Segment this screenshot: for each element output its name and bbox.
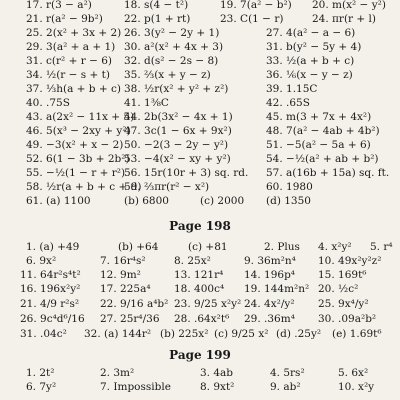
answer: (d) 1350 bbox=[266, 195, 311, 207]
answer: 24. πr(r + l) bbox=[312, 13, 376, 25]
answer: 9. 36m²n⁴ bbox=[244, 255, 296, 267]
answer: 2. 3m² bbox=[100, 367, 135, 379]
answer: 20. m(x² − y²) bbox=[312, 0, 386, 11]
answer: (c) +81 bbox=[188, 241, 228, 253]
answer: 16. 196x²y² bbox=[20, 283, 81, 295]
answer: 6. 7y² bbox=[26, 381, 57, 393]
answer: 2. Plus bbox=[264, 241, 300, 253]
answer: (c) 9/25 x² bbox=[214, 328, 269, 340]
answer: 7. 16r⁴s² bbox=[100, 255, 146, 267]
page-198-heading: Page 198 bbox=[169, 219, 231, 233]
answer: 21. 4/9 r²s² bbox=[20, 298, 80, 310]
answer: 61. (a) 1100 bbox=[26, 195, 91, 207]
answer: (b) +64 bbox=[118, 241, 159, 253]
answer: 25. 9x⁴/y² bbox=[318, 298, 369, 310]
answer: 38. ½r(x² + y² + z²) bbox=[124, 83, 229, 95]
answer: 59. ⅔πr(r² − x²) bbox=[124, 181, 210, 193]
answer: 56. 15r(10r + 3) sq. rd. bbox=[124, 167, 249, 179]
answer: 1. (a) +49 bbox=[26, 241, 80, 253]
answer: 27. 25r⁴/36 bbox=[100, 313, 160, 325]
answer: 46. 5(x³ − 2xy + y²) bbox=[26, 125, 131, 137]
answer: 33. ½(a + b + c) bbox=[266, 55, 355, 67]
answer: 26. 9c⁴d⁶/16 bbox=[20, 313, 85, 325]
answer: (e) 1.69t⁶ bbox=[332, 328, 382, 340]
answer: (b) 225x² bbox=[160, 328, 209, 340]
answer: 45. m(3 + 7x + 4x²) bbox=[266, 111, 372, 123]
answer: 6. 9x² bbox=[26, 255, 57, 267]
answer: 5. r⁴ bbox=[370, 241, 393, 253]
answer: 35. ⅔(x + y − z) bbox=[124, 69, 211, 81]
answer: 54. −½(a² + ab + b²) bbox=[266, 153, 379, 165]
answer: 22. p(1 + rt) bbox=[124, 13, 191, 25]
answer: 23. 9/25 x²y² bbox=[174, 298, 242, 310]
answer: 31. c(r² + r − 6) bbox=[26, 55, 112, 67]
answer: 34. ½(r − s + t) bbox=[26, 69, 110, 81]
answer: 21. r(a² − 9b²) bbox=[26, 13, 103, 25]
answer: 18. 400c⁴ bbox=[174, 283, 225, 295]
answer: 1. 2t² bbox=[26, 367, 55, 379]
answer: 30. .09a²b² bbox=[318, 313, 377, 325]
answer: 14. 196p⁴ bbox=[244, 269, 296, 281]
answer: (c) 2000 bbox=[200, 195, 245, 207]
answer: 47. 3c(1 − 6x + 9x²) bbox=[124, 125, 232, 137]
answer: 32. (a) 144r² bbox=[84, 328, 152, 340]
answer: 37. ⅓h(a + b + c) bbox=[26, 83, 121, 95]
answer: 23. C(1 − r) bbox=[220, 13, 284, 25]
answer: 55. −½(1 − r + r²) bbox=[26, 167, 126, 179]
answer: 31. .04c² bbox=[20, 328, 67, 340]
answer: 22. 9/16 a⁴b² bbox=[100, 298, 169, 310]
answer: 29. .36m⁴ bbox=[244, 313, 295, 325]
answer: 4. 5rs² bbox=[270, 367, 305, 379]
answer: 11. 64r²s⁴t² bbox=[20, 269, 81, 281]
answer: 31. b(y² − 5y + 4) bbox=[266, 41, 362, 53]
page-199-heading: Page 199 bbox=[169, 348, 231, 362]
answer: 26. 3(y² − 2y + 1) bbox=[124, 27, 220, 39]
answer: 25. 2(x² + 3x + 2) bbox=[26, 27, 122, 39]
answer: 18. s(4 − t²) bbox=[124, 0, 189, 11]
answer: 27. 4(a² − a − 6) bbox=[266, 27, 356, 39]
answer: 50. −2(3 − 2y − y²) bbox=[124, 139, 229, 151]
answer: 19. 7(a² − b²) bbox=[220, 0, 292, 11]
answer: 17. 225a⁴ bbox=[100, 283, 151, 295]
answer: 5. 6x² bbox=[338, 367, 369, 379]
answer: 51. −5(a² − 5a + 6) bbox=[266, 139, 371, 151]
answer: 48. 7(a² − 4ab + 4b²) bbox=[266, 125, 380, 137]
answer: 49. −3(x² + x − 2) bbox=[26, 139, 124, 151]
answer: 10. x²y bbox=[338, 381, 375, 393]
answer: 30. a²(x² + 4x + 3) bbox=[124, 41, 224, 53]
answer: 12. 9m² bbox=[100, 269, 141, 281]
answer: 42. .65S bbox=[266, 97, 310, 109]
answer: 13. 121r⁴ bbox=[174, 269, 224, 281]
answer: 15. 169t⁶ bbox=[318, 269, 367, 281]
answer: 20. ½c² bbox=[318, 283, 359, 295]
answer: (d) .25y² bbox=[276, 328, 322, 340]
answer: 28. .64x²t⁶ bbox=[174, 313, 230, 325]
answer: 9. ab² bbox=[270, 381, 301, 393]
answer: 57. a(16b + 15a) sq. ft. bbox=[266, 167, 390, 179]
answer: 40. .75S bbox=[26, 97, 70, 109]
answer: 60. 1980 bbox=[266, 181, 313, 193]
answer: 10. 49x²y²z² bbox=[318, 255, 382, 267]
answer: 39. 1.15C bbox=[266, 83, 318, 95]
answer: 19. 144m²n² bbox=[244, 283, 310, 295]
answer: 36. ⅙(x − y − z) bbox=[266, 69, 353, 81]
answer: 24. 4x²/y² bbox=[244, 298, 295, 310]
answer: 41. 1⅜C bbox=[124, 97, 169, 109]
answer: 58. ½r(a + b + c + d) bbox=[26, 181, 142, 193]
answer: 7. Impossible bbox=[100, 381, 171, 393]
answer: 29. 3(a² + a + 1) bbox=[26, 41, 116, 53]
answer: 4. x²y² bbox=[318, 241, 352, 253]
answer: 8. 25x² bbox=[174, 255, 211, 267]
answer: 44. 2b(3x² − 4x + 1) bbox=[124, 111, 233, 123]
answer: 53. −4(x² − xy + y²) bbox=[124, 153, 231, 165]
answer: 52. 6(1 − 3b + 2b²) bbox=[26, 153, 130, 165]
answer: 3. 4ab bbox=[200, 367, 234, 379]
answer: 43. a(2x² − 11x + 5) bbox=[26, 111, 135, 123]
answer: 17. r(3 − a²) bbox=[26, 0, 92, 11]
answer: (b) 6800 bbox=[124, 195, 169, 207]
answer: 32. d(s² − 2s − 8) bbox=[124, 55, 219, 67]
answer: 8. 9xt² bbox=[200, 381, 235, 393]
